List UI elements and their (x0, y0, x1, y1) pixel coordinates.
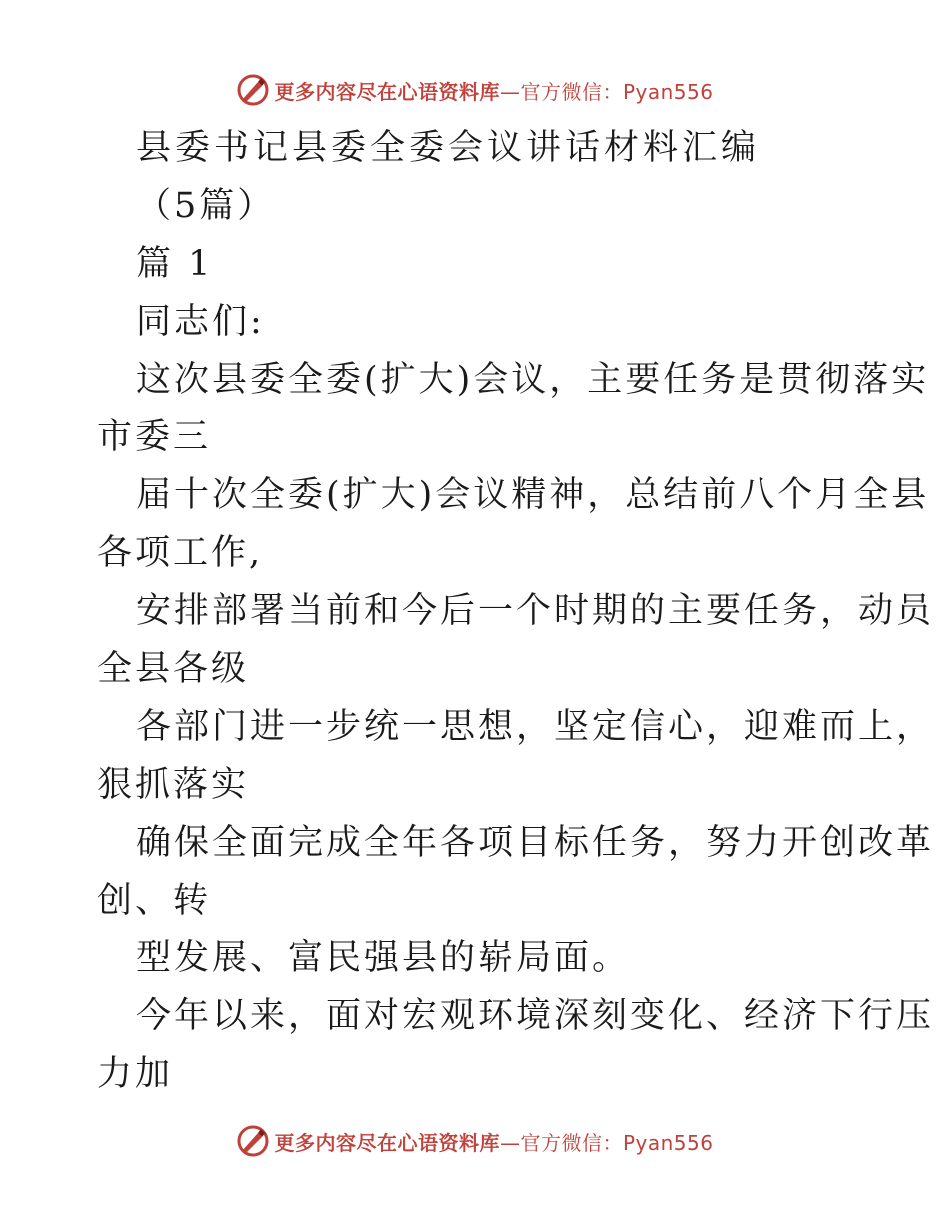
paragraph-line: 各项工作, (97, 533, 264, 574)
pen-logo-icon (236, 1124, 270, 1158)
paragraph-line: 力加 (97, 1054, 174, 1095)
paragraph-line: 各部门进一步统一思想，坚定信心，迎难而上， (136, 706, 935, 747)
document-body (97, 120, 935, 1104)
section-heading: 篇 1 (136, 243, 214, 284)
paragraph-line: 全县各级 (97, 649, 250, 690)
paragraph-line: 今年以来，面对宏观环境深刻变化、经济下行压 (136, 996, 935, 1037)
watermark-text: 更多内容尽在心语资料库 (274, 79, 500, 104)
header-watermark (0, 70, 950, 110)
watermark-dash: — (499, 1130, 521, 1155)
pen-logo-icon (236, 73, 270, 107)
watermark-suffix: 官方微信：Pyan556 (520, 1130, 714, 1155)
footer-watermark (0, 1121, 950, 1161)
watermark-dash: — (499, 79, 521, 104)
watermark-text: 更多内容尽在心语资料库 (274, 1130, 500, 1155)
paragraph-line: 安排部署当前和今后一个时期的主要任务，动员 (136, 591, 935, 632)
paragraph-line: 这次县委全委(扩大)会议，主要任务是贯彻落实 (136, 359, 930, 400)
watermark-suffix: 官方微信：Pyan556 (520, 79, 714, 104)
salutation: 同志们: (136, 301, 265, 342)
paragraph-line: 创、转 (97, 880, 212, 921)
paragraph-line: 型发展、富民强县的崭局面。 (136, 938, 631, 979)
paragraph-line: 狠抓落实 (97, 764, 250, 805)
paragraph-line: 确保全面完成全年各项目标任务，努力开创改革 (136, 822, 935, 863)
document-title: 县委书记县委全委会议讲话材料汇编 (136, 128, 761, 168)
paragraph-line: 届十次全委(扩大)会议精神，总结前八个月全县 (136, 475, 930, 516)
document-subtitle: （5篇） (136, 185, 276, 226)
paragraph-line: 市委三 (97, 417, 212, 458)
